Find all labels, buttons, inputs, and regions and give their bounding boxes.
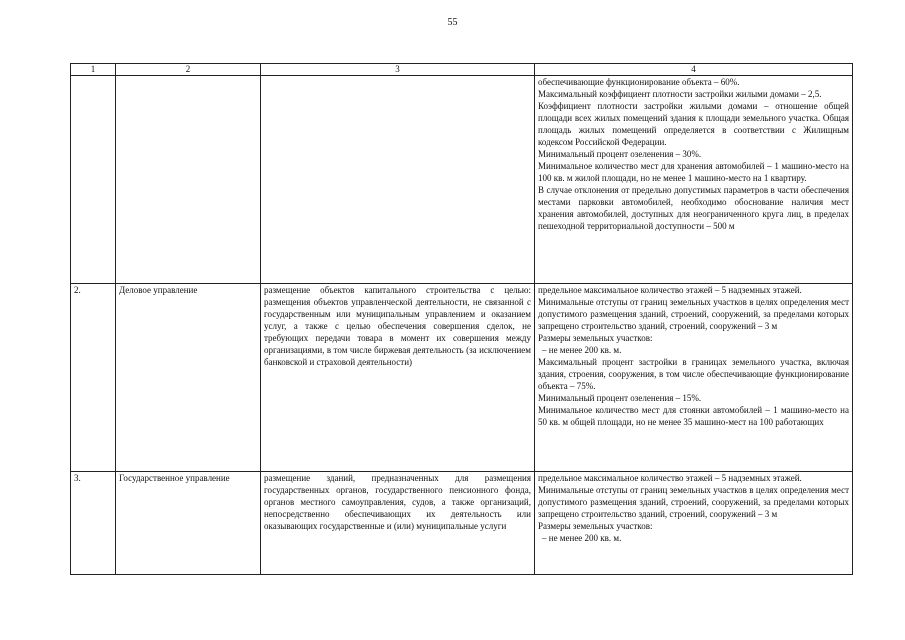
row-number xyxy=(71,76,116,284)
parameter-line: Минимальный процент озеленения – 30%. xyxy=(538,149,702,159)
parameter-line: В случае отклонения от предельно допустимых параметров в части обеспечения местами парковки автомобилей, необходимо обоснование наличия мест хранения автомобилей, доступных для неограниченного круга лиц, в пределах пешеходной территориальной доступности – 500 м xyxy=(538,185,849,231)
column-header-1: 1 xyxy=(71,64,116,76)
column-header-4: 4 xyxy=(535,64,853,76)
row-number: 3. xyxy=(71,472,116,575)
use-type-description: размещение зданий, предназначенных для размещения государственных органов, государственного пенсионного фонда, органов местного самоуправления, судов, а также организаций, непосредственно обеспечивающих их деятельность или оказывающих государственные и (или) муниципальные услуги xyxy=(261,472,535,575)
page-number: 55 xyxy=(447,17,458,28)
use-type-name: Деловое управление xyxy=(116,284,261,472)
table-row xyxy=(71,76,853,284)
parameter-bullet: – не менее 200 кв. м. xyxy=(542,533,622,543)
table-header-row xyxy=(71,64,853,76)
parameter-line: Минимальное количество мест для стоянки автомобилей – 1 машино-место на 50 кв. м общей площади, но не менее 35 машино-мест на 100 работающих xyxy=(538,405,849,427)
parameter-bullet: – не менее 200 кв. м. xyxy=(542,345,622,355)
parameter-line: Минимальные отступы от границ земельных участков в целях определения мест допустимого размещения зданий, строений, сооружений, за пределами которых запрещено строительство зданий, строений, сооружений – 3 м xyxy=(538,297,849,331)
use-type-description: размещение объектов капитального строительства с целью: размещения объектов управленческой деятельности, не связанной с государственным или муниципальным управлением и оказанием услуг, а также с целью обеспечения совершения сделок, не требующих передачи товара в момент их совершения между организациями, в том числе биржевая деятельность (за исключением банковской и страховой деятельности) xyxy=(261,284,535,472)
use-type-name: Государственное управление xyxy=(116,472,261,575)
parameter-line: Минимальный процент озеленения – 15%. xyxy=(538,393,702,403)
parameter-line: Минимальные отступы от границ земельных участков в целях определения мест допустимого размещения зданий, строений, сооружений, за пределами которых запрещено строительство зданий, строений, сооружений – 3 м xyxy=(538,485,849,519)
use-type-parameters xyxy=(535,472,853,575)
parameter-line: Максимальный процент застройки в границах земельного участка, включая здания, строения, сооружения, в том числе обеспечивающие функционирование объекта – 75%. xyxy=(538,357,849,391)
parameter-line: Размеры земельных участков: xyxy=(538,521,653,531)
row-number: 2. xyxy=(71,284,116,472)
parameter-line: предельное максимальное количество этажей – 5 надземных этажей. xyxy=(538,285,802,295)
column-header-3: 3 xyxy=(261,64,535,76)
parameter-line: Коэффициент плотности застройки жилыми домами – отношение общей площади всех жилых помещений здания к площади земельного участка. Общая площадь жилых помещений определяется в соответствии с Жилищным кодексом Российской Федерации. xyxy=(538,101,849,147)
table-row xyxy=(71,472,853,575)
parameter-line: обеспечивающие функционирование объекта – 60%. xyxy=(538,77,740,87)
parameter-line: предельное максимальное количество этажей – 5 надземных этажей. xyxy=(538,473,802,483)
parameter-line: Максимальный коэффициент плотности застройки жилыми домами – 2,5. xyxy=(538,89,822,99)
use-type-name xyxy=(116,76,261,284)
parameter-line: Размеры земельных участков: xyxy=(538,333,653,343)
parameter-line: Минимальное количество мест для хранения автомобилей – 1 машино-место на 100 кв. м жилой площади, но не менее 1 машино-место на 1 квартиру. xyxy=(538,161,849,183)
zoning-table xyxy=(70,63,853,575)
table-row xyxy=(71,284,853,472)
use-type-parameters xyxy=(535,76,853,284)
use-type-parameters xyxy=(535,284,853,472)
column-header-2: 2 xyxy=(116,64,261,76)
use-type-description xyxy=(261,76,535,284)
